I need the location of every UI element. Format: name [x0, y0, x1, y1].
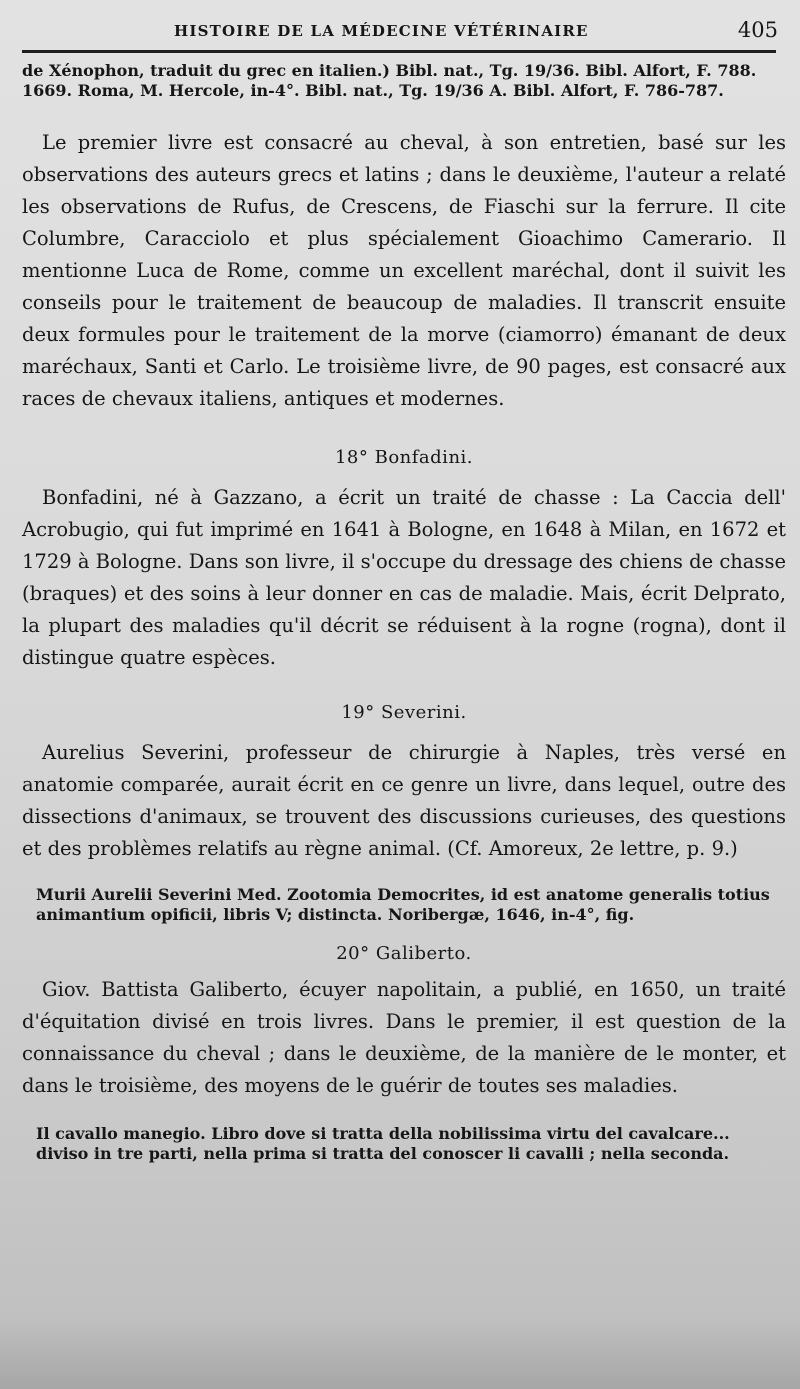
bibliography-severini: Murii Aurelii Severini Med. Zootomia Democrites, id est anatome generalis totius animantium opificii, libris V; distincta. Noribergæ, 1646, in-4°, fig. [36, 885, 770, 924]
bibliography-galiberto: Il cavallo manegio. Libro dove si tratta della nobilissima virtu del cavalcare... diviso in tre parti, nella prima si tratta del conoscer li cavalli ; nella seconda. [36, 1124, 730, 1163]
bibliography-note-line: 1669. Roma, M. Hercole, in-4°. Bibl. nat., Tg. 19/36 A. Bibl. Alfort, F. 786-787. [22, 81, 724, 100]
paragraph-bonfadini: Bonfadini, né à Gazzano, a écrit un traité de chasse : La Caccia dell' Acrobugio, qui fut imprimé en 1641 à Bologne, en 1648 à Milan, en 1672 et 1729 à Bologne. Dans son livre, il s'occupe du dressage des chiens de chasse (braques) et des soins à leur donner en cas de maladie. Mais, écrit Delprato, la plupart des maladies qu'il décrit se réduisent à la rogne (rogna), dont il distingue quatre espèces. [22, 486, 786, 669]
running-title: HISTOIRE DE LA MÉDECINE VÉTÉRINAIRE [174, 22, 589, 40]
page-number: 405 [737, 18, 778, 42]
paragraph-galiberto: Giov. Battista Galiberto, écuyer napolitain, a publié, en 1650, un traité d'équitation divisé en trois livres. Dans le premier, il est question de la connaissance du cheval ; dans le deuxième, de la manière de le monter, et dans le troisième, des moyens de le guérir de toutes ses maladies. [22, 978, 786, 1097]
paragraph-first-book: Le premier livre est consacré au cheval, à son entretien, basé sur les observations des auteurs grecs et latins ; dans le deuxième, l'auteur a relaté les observations de Rufus, de Crescens, de Fiaschi sur la ferrure. Il cite Columbre, Caracciolo et plus spécialement Gioachimo Camerario. Il mentionne Luca de Rome, comme un excellent maréchal, dont il suivit les conseils pour le traitement de beaucoup de maladies. Il transcrit ensuite deux formules pour le traitement de la morve (ciamorro) émanant de deux maréchaux, Santi et Carlo. Le troisième livre, de 90 pages, est consacré aux races de chevaux italiens, antiques et modernes. [22, 131, 786, 410]
paragraph-severini: Aurelius Severini, professeur de chirurgie à Naples, très versé en anatomie comparée, aurait écrit en ce genre un livre, dans lequel, outre des dissections d'animaux, se trouvent des discussions curieuses, des questions et des problèmes relatifs au règne animal. (Cf. Amoreux, 2e lettre, p. 9.) [22, 741, 786, 860]
page-header [22, 16, 786, 50]
section-heading-severini: 19° Severini. [341, 702, 467, 723]
header-rule [22, 50, 776, 53]
bibliography-note-line: de Xénophon, traduit du grec en italien.) Bibl. nat., Tg. 19/36. Bibl. Alfort, F. 788. [22, 61, 757, 80]
section-heading-galiberto: 20° Galiberto. [336, 943, 472, 964]
section-heading-bonfadini: 18° Bonfadini. [334, 447, 474, 468]
